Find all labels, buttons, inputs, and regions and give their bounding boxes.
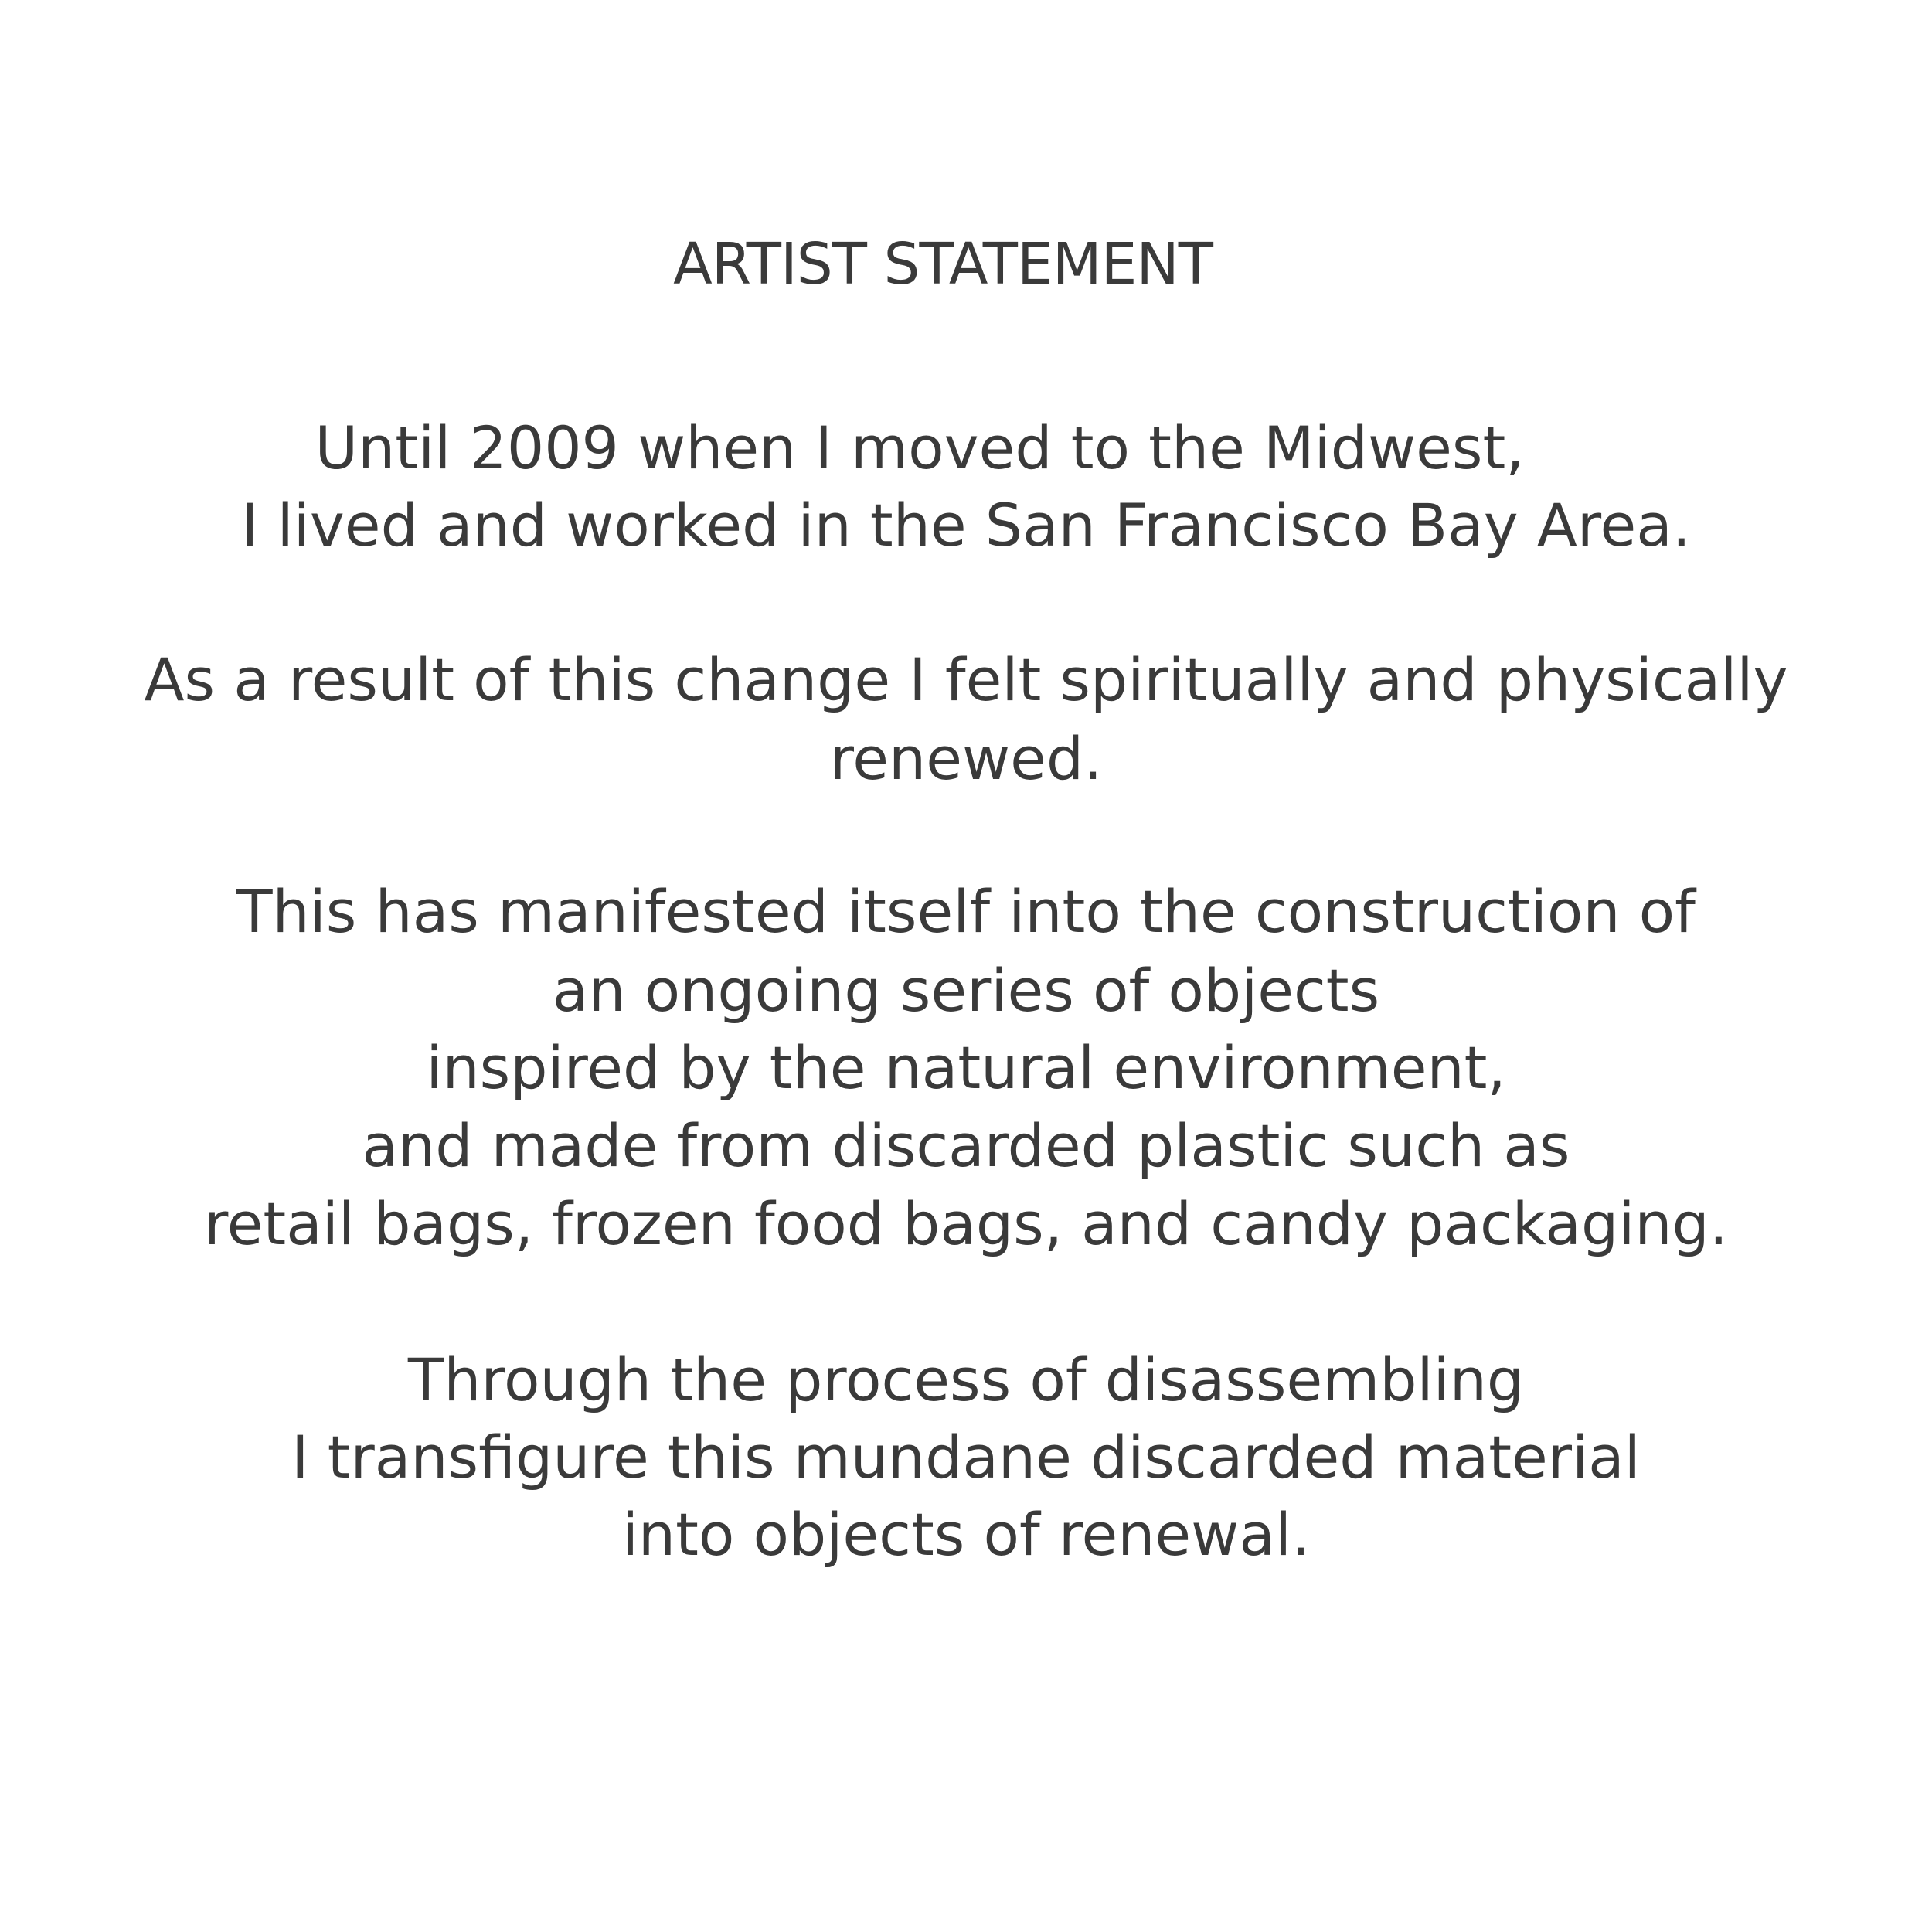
- paragraph-3-line-5: retail bags, frozen food bags, and candy packaging.: [204, 1189, 1728, 1258]
- paragraph-4-line-1: Through the process of disassembling: [407, 1345, 1525, 1414]
- paragraph-1-line-1: Until 2009 when I moved to the Midwest,: [315, 413, 1525, 482]
- paragraph-3-line-3: inspired by the natural environment,: [426, 1033, 1506, 1102]
- paragraph-3-line-1: This has manifested itself into the construction of: [236, 877, 1696, 946]
- paragraph-2-line-1: As a result of this change I felt spiritually and physically: [144, 645, 1788, 714]
- page-title: ARTIST STATEMENT: [673, 231, 1213, 298]
- paragraph-4-line-3: into objects of renewal.: [621, 1500, 1311, 1569]
- paragraph-4-line-2: I transfigure this mundane discarded material: [291, 1423, 1641, 1492]
- paragraph-3-line-4: and made from discarded plastic such as: [362, 1111, 1570, 1180]
- paragraph-3-line-2: an ongoing series of objects: [552, 956, 1380, 1025]
- paragraph-2-line-2: renewed.: [829, 724, 1103, 793]
- paragraph-1-line-2: I lived and worked in the San Francisco Bay Area.: [241, 491, 1691, 560]
